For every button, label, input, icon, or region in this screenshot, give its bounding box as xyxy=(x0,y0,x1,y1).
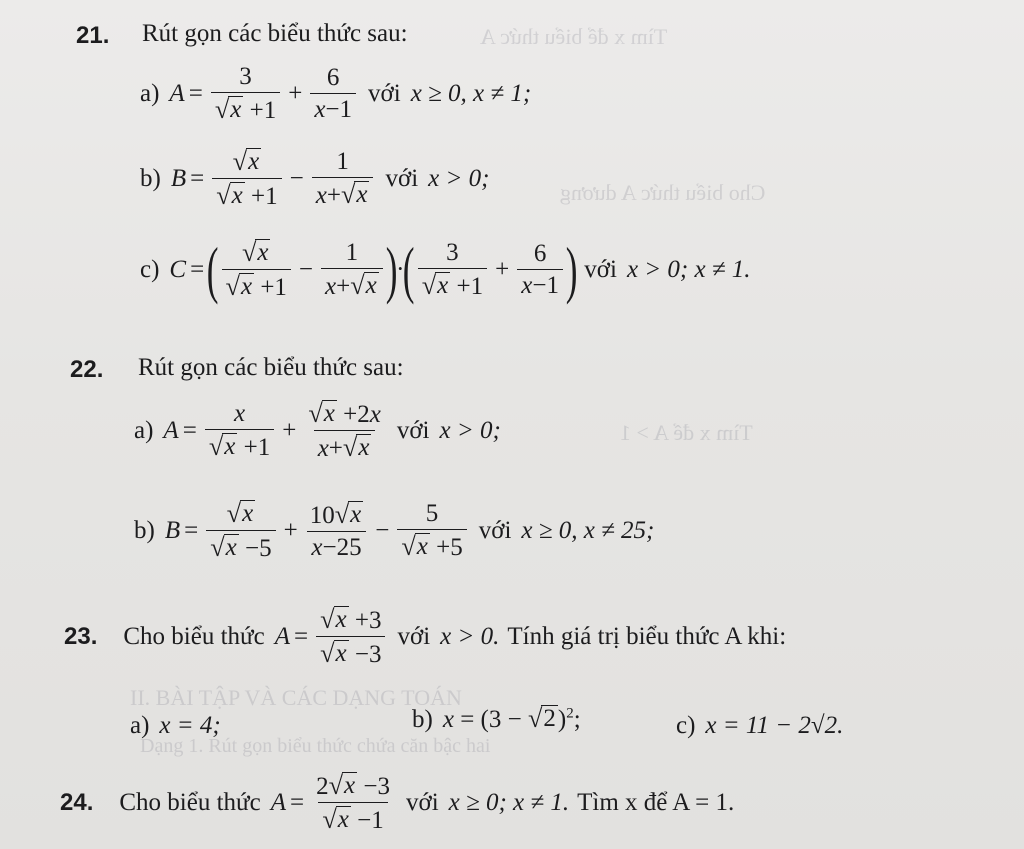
part-21a xyxy=(140,64,531,125)
part-23b xyxy=(412,705,581,734)
part-label: c) xyxy=(140,256,160,283)
with-word: với xyxy=(368,80,401,108)
part-label: a) xyxy=(134,417,154,445)
part-23c xyxy=(676,712,843,740)
condition: x > 0; xyxy=(428,165,490,193)
math-expression: A = x √ x +1 + √ x +2x x+ √ x xyxy=(163,399,381,463)
part-label: b) xyxy=(134,517,155,545)
math-expression: A = 3 √ x +1 + $\frac{6}{x-1}$ xyxy=(169,64,360,125)
condition: x ≥ 0, x ≠ 1; xyxy=(410,80,532,108)
part-23a xyxy=(130,712,221,740)
math-expression: B = √ x √ x +1 − 1 x+ √ x xyxy=(171,148,378,211)
part-21b xyxy=(140,148,489,211)
problem-statement: Rút gọn các biểu thức sau: xyxy=(142,20,408,47)
with-word: với xyxy=(584,256,617,283)
problem-number: 23. xyxy=(64,623,98,651)
part-label: c) xyxy=(676,712,696,739)
problem-24 xyxy=(60,772,734,835)
part-22a xyxy=(134,400,501,463)
with-word: với xyxy=(397,623,431,651)
problem-23 xyxy=(64,606,786,669)
part-22b xyxy=(134,500,654,563)
condition: x ≥ 0, x ≠ 25; xyxy=(521,517,655,545)
problem-number: 21. xyxy=(76,22,110,49)
bleed-through-text: II. BÀI TẬP VÀ CÁC DẠNG TOÁN xyxy=(130,685,462,710)
math-expression: A = √ x +3 √ x −3 xyxy=(275,606,390,669)
bleed-through-text: Dạng 1. Rút gọn biểu thức chứa căn bậc hai xyxy=(140,735,491,757)
condition: x > 0; x ≠ 1. xyxy=(626,256,751,283)
part-label: b) xyxy=(412,705,433,733)
bleed-through-text: Cho biểu thức A dương xyxy=(560,180,766,205)
with-word: với xyxy=(405,789,439,817)
math-expression: A = 2 √ x −3 √ x −1 xyxy=(270,771,390,835)
with-word: với xyxy=(385,165,419,193)
bleed-through-text: Tìm x để A > 1 xyxy=(620,420,753,445)
with-word: với xyxy=(478,517,512,545)
problem-number: 22. xyxy=(70,356,104,383)
condition: x ≥ 0; x ≠ 1. xyxy=(448,789,570,817)
problem-statement: Cho biểu thức xyxy=(119,789,261,817)
condition: x > 0. xyxy=(440,623,500,651)
math-expression: B = √ x √ x −5 + 10 √ x x−25 − 5 √ x +5 xyxy=(165,500,471,563)
part-21c xyxy=(140,234,751,305)
problem-number: 24. xyxy=(60,789,94,817)
with-word: với xyxy=(396,417,430,445)
math-expression: C = ( √ x √ x +1 − 1 x+ √ x ) · ( 3 √ x +1 + $\frac{6}{x-1}$ ) xyxy=(169,234,578,305)
problem-question: Tìm x để A = 1. xyxy=(577,789,735,817)
problem-statement: Cho biểu thức xyxy=(123,623,265,651)
bleed-through-text: Tìm x để biểu thức A xyxy=(480,24,668,49)
problem-question: Tính giá trị biểu thức A khi: xyxy=(507,623,787,651)
problem-statement: Rút gọn các biểu thức sau: xyxy=(138,354,404,381)
value: x = 11 − 2√2. xyxy=(705,712,844,739)
part-label: a) xyxy=(130,712,150,739)
math-expression: x = (3 − √ 2 )$^2$; xyxy=(442,704,581,733)
part-label: a) xyxy=(140,80,160,108)
condition: x > 0; xyxy=(439,417,501,445)
value: x = 4; xyxy=(159,712,221,739)
part-label: b) xyxy=(140,165,161,193)
